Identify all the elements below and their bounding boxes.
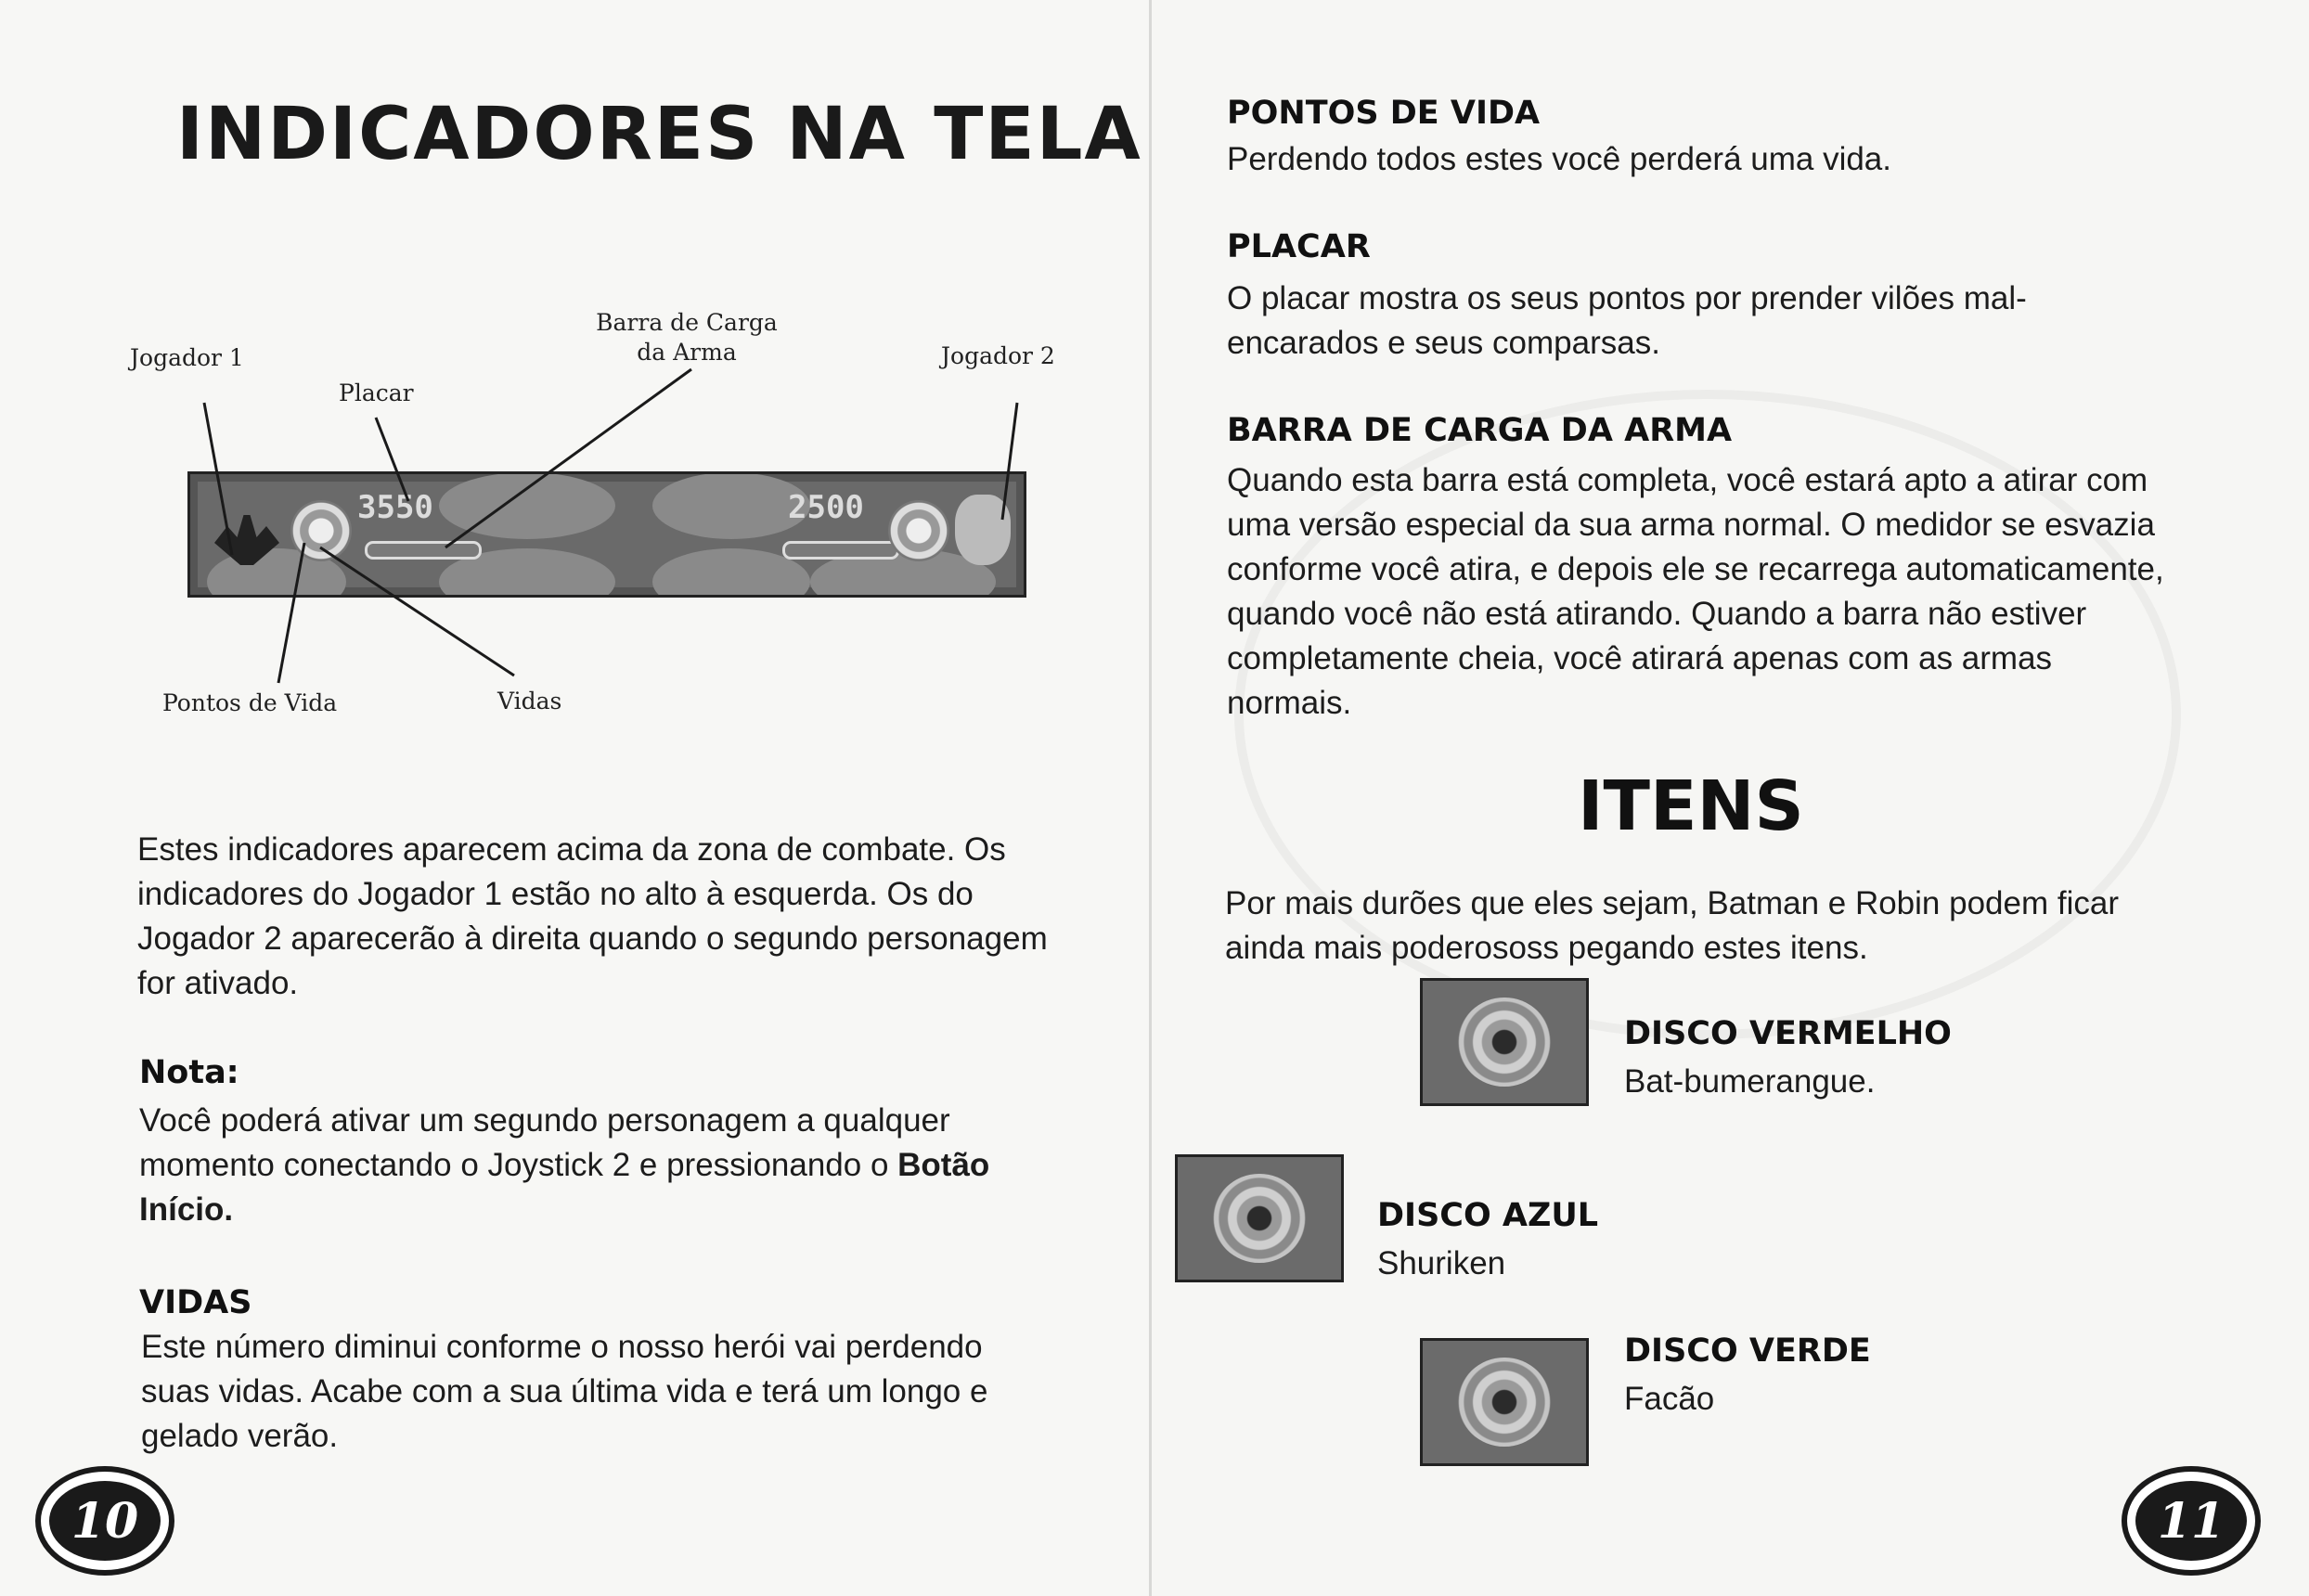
intro-paragraph: Estes indicadores aparecem acima da zona de combate. Os indicadores do Jogador 1 estão no alto à esquerda. Os do Jogador 2 aparecerão à direita quando o segundo personagem for ativado. <box>137 831 1048 1001</box>
item-desc: Facão <box>1624 1381 1715 1417</box>
item-image-red-disc <box>1420 978 1589 1106</box>
leader-player1 <box>204 403 232 555</box>
hud-score-p2: 2500 <box>788 489 864 526</box>
items-title: ITENS <box>1578 766 1804 846</box>
health-paragraph: Perdendo todos estes você perderá uma vida. <box>1227 141 1891 177</box>
note-text: Você poderá ativar um segundo personagem a qualquer momento conectando o Joystick 2 e pressionando o <box>139 1102 950 1183</box>
note-bold: Botão Início. <box>139 1147 990 1228</box>
page-number-left: 10 <box>71 1492 139 1550</box>
disc-icon <box>1458 1358 1551 1447</box>
charge-paragraph: Quando esta barra está completa, você estará apto a atirar com uma versão especial da sua arma normal. O medidor se esvazia conforme você atira, e depois ele se recarrega automaticamente, quando você não está atirando. Quando a barra não estiver completamente cheia, você atirará apenas com as armas normais. <box>1227 462 2164 721</box>
charge-heading: BARRA DE CARGA DA ARMA <box>1227 412 1733 449</box>
leader-health <box>278 543 304 683</box>
leader-score <box>376 418 408 501</box>
label-charge-bar-line1: Barra de Carga <box>596 309 778 336</box>
disc-icon <box>1213 1174 1306 1263</box>
note-heading: Nota: <box>139 1054 239 1091</box>
page-title: INDICADORES NA TELA <box>176 93 1142 176</box>
label-player2: Jogador 2 <box>941 342 1055 369</box>
items-intro: Por mais durões que eles sejam, Batman e Robin podem ficar ainda mais poderososs pegando estes itens. <box>1225 885 2119 966</box>
item-desc: Shuriken <box>1377 1245 1506 1281</box>
health-heading: PONTOS DE VIDA <box>1227 95 1541 132</box>
hud-score-p1: 3550 <box>357 489 433 526</box>
item-desc: Bat-bumerangue. <box>1624 1063 1876 1100</box>
leader-lives <box>320 547 514 676</box>
label-health: Pontos de Vida <box>162 689 338 716</box>
item-image-green-disc <box>1420 1338 1589 1466</box>
lives-paragraph: Este número diminui conforme o nosso herói vai perdendo suas vidas. Acabe com a sua última vida e terá um longo e gelado verão. <box>141 1329 988 1454</box>
disc-icon <box>1458 998 1551 1087</box>
leader-player2 <box>1002 403 1017 520</box>
item-name: DISCO AZUL <box>1377 1197 1599 1234</box>
lives-heading: VIDAS <box>139 1284 252 1321</box>
score-paragraph: O placar mostra os seus pontos por prender vilões mal-encarados e seus comparsas. <box>1227 280 2027 361</box>
item-name: DISCO VERMELHO <box>1624 1015 1952 1052</box>
leader-charge <box>445 369 691 547</box>
label-player1: Jogador 1 <box>130 344 244 371</box>
score-heading: PLACAR <box>1227 228 1371 265</box>
item-name: DISCO VERDE <box>1624 1332 1871 1370</box>
page-number-badge-right <box>2122 1466 2261 1576</box>
diagram-leader-lines <box>0 0 1151 761</box>
note-paragraph <box>139 1099 1058 1232</box>
label-charge-bar-line2: da Arma <box>637 339 737 366</box>
page-number-badge-left <box>35 1466 174 1576</box>
label-lives: Vidas <box>497 688 562 714</box>
label-score: Placar <box>339 380 414 406</box>
page-number-right: 11 <box>2157 1492 2225 1550</box>
item-image-blue-disc <box>1175 1154 1344 1282</box>
